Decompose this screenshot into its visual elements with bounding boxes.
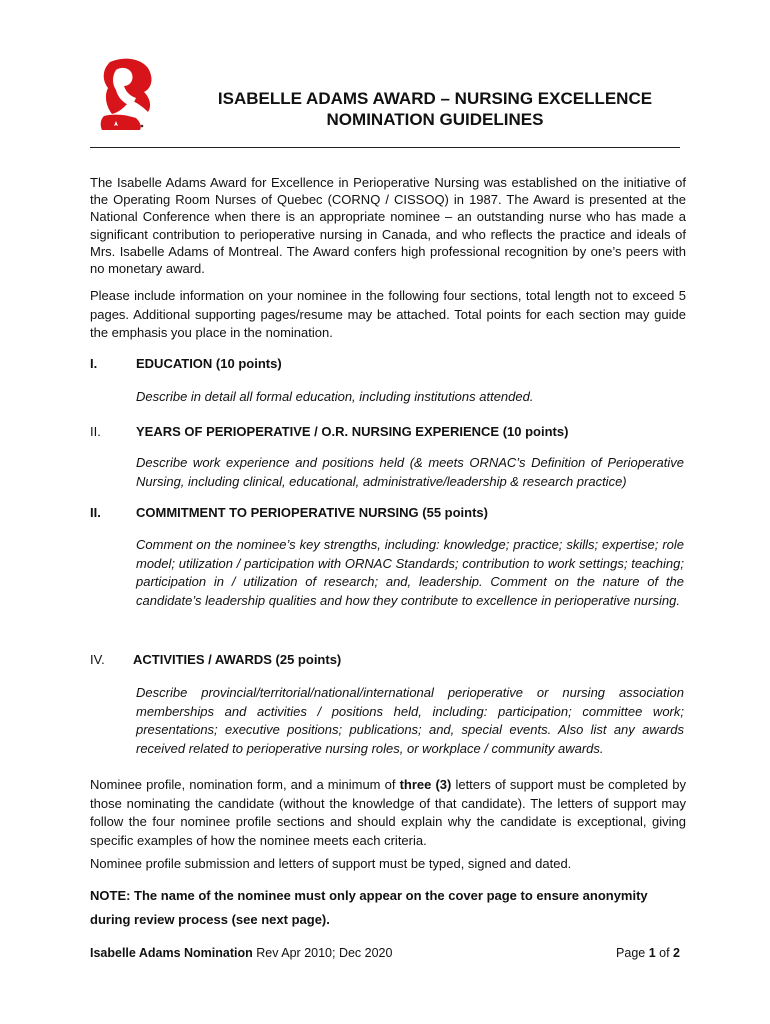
title-line-2: NOMINATION GUIDELINES — [326, 110, 544, 129]
section-3-number: II. — [90, 505, 101, 520]
section-3-description: Comment on the nominee’s key strengths, including: knowledge; practice; skills; expertise; role model; utilization / participation with ORNAC Standards; contribution to work settings; teaching; participation in / utilization of research; and, leadership. Comment on the nature of the candidate’s leadership qualities and how they contribute to excellence in perioperative nursing. — [136, 537, 684, 608]
title-line-1: ISABELLE ADAMS AWARD – NURSING EXCELLENCE — [217, 89, 653, 108]
section-1-number: I. — [90, 356, 98, 371]
footer-page-number — [616, 946, 680, 960]
footer-document-info — [90, 946, 392, 960]
section-1-description: Describe in detail all formal education, including institutions attended. — [136, 389, 534, 404]
registered-mark-icon — [141, 125, 144, 128]
section-4-description: Describe provincial/territorial/national/international perioperative or nursing association memberships and activities / positions held, including: participation; committee work; presentations; executive positions; publications; and, special events. Also list any awards received related to perioperative nursing roles, or workplace / community awards. — [136, 685, 684, 756]
page-title — [150, 88, 720, 130]
logo-lower-shape — [101, 115, 141, 130]
section-2-heading: YEARS OF PERIOPERATIVE / O.R. NURSING EXPERIENCE (10 points) — [136, 424, 569, 439]
support-text-start: Nominee profile, nomination form, and a minimum of — [90, 777, 400, 792]
submission-paragraph: Nominee profile submission and letters of support must be typed, signed and dated. — [90, 856, 572, 871]
footer-revision: Rev Apr 2010; Dec 2020 — [252, 946, 393, 960]
section-2-description: Describe work experience and positions held (& meets ORNAC’s Definition of Perioperative Nursing, including clinical, educational, administrative/leadership & research practice) — [136, 455, 684, 489]
page-total: 2 — [673, 946, 680, 960]
logo-figure-shape — [104, 59, 152, 114]
section-1-heading: EDUCATION (10 points) — [136, 356, 282, 371]
instructions-paragraph: Please include information on your nominee in the following four sections, total length not to exceed 5 pages. Additional supporting pages/resume may be attached. Total points for each section may guide the emphasis you place in the nomination. — [90, 288, 686, 340]
section-3-heading: COMMITMENT TO PERIOPERATIVE NURSING (55 points) — [136, 505, 488, 520]
ornac-logo — [96, 56, 156, 132]
page-current: 1 — [648, 946, 656, 960]
section-4-number: IV. — [90, 652, 105, 667]
page-of: of — [655, 946, 674, 960]
intro-paragraph: The Isabelle Adams Award for Excellence in Perioperative Nursing was established on the initiative of the Operating Room Nurses of Quebec (CORNQ / CISSOQ) in 1987. The Award is presented at the National Conference when there is an appropriate nominee – an outstanding nurse who has made a significant contribution to perioperative nursing in Canada, and who reflects the practice and ideals of Mrs. Isabelle Adams of Montreal. The Award confers high professional recognition by one’s peers with no monetary award. — [90, 175, 686, 277]
anonymity-note: NOTE: The name of the nominee must only appear on the cover page to ensure anonymity during review process (see next page). — [90, 888, 648, 927]
support-count: three (3) — [399, 777, 452, 792]
section-2-number: II. — [90, 424, 101, 439]
footer-doc-name: Isabelle Adams Nomination — [90, 946, 253, 960]
section-4-heading: ACTIVITIES / AWARDS (25 points) — [133, 652, 342, 667]
title-divider — [90, 147, 680, 148]
support-letters-paragraph — [90, 776, 686, 850]
page-label: Page — [616, 946, 649, 960]
support-text-end: letters of support must be completed by those nominating the candidate (without the knowledge of that candidate). The letters of support may follow the four nominee profile sections and should explain why the candidate is exceptional, giving specific examples of how the nominee meets each criteria. — [90, 777, 686, 848]
